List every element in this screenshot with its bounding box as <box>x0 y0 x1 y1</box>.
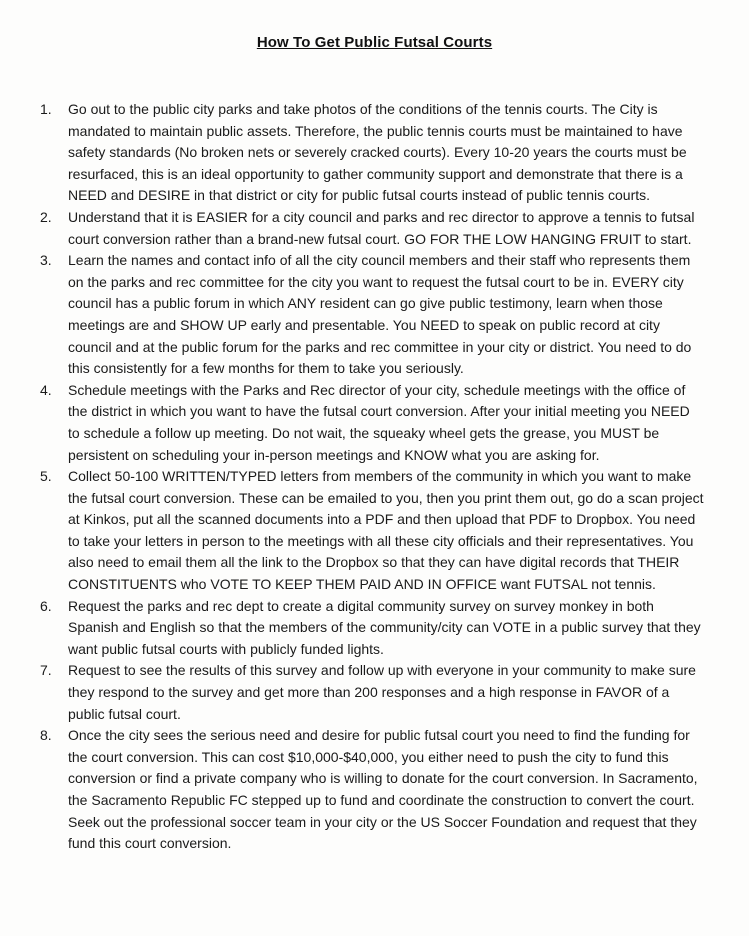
list-item <box>40 466 705 596</box>
item-text: Collect 50-100 WRITTEN/TYPED letters from members of the community in which you want to make the futsal court conversion. These can be emailed to you, then you print them out, go do a scan project at Kinkos, put all the scanned documents into a PDF and then upload that PDF to Dropbox. You need to take your letters in person to the meetings with all these city officials and their representatives. You also need to email them all the link to the Dropbox so that they can have digital records that THEIR CONSTITUENTS who VOTE TO KEEP THEM PAID AND IN OFFICE want FUTSAL not tennis. <box>68 468 704 593</box>
item-text: Learn the names and contact info of all the city council members and their staff who represents them on the parks and rec committee for the city you want to request the futsal court to be in. EVERY city council has a public forum in which ANY resident can go give public testimony, learn when those meetings are and SHOW UP early and presentable. You NEED to speak on public record at city council and at the public forum for the parks and rec committee in your city or district. You need to do this consistently for a few months for them to take you seriously. <box>68 252 692 377</box>
document-title: How To Get Public Futsal Courts <box>256 34 493 51</box>
item-number: 3. <box>40 252 52 269</box>
item-number: 5. <box>40 468 52 485</box>
item-text: Understand that it is EASIER for a city council and parks and rec director to approve a tennis to futsal court conversion rather than a brand-new futsal court. GO FOR THE LOW HANGING FRUIT to start. <box>68 208 695 247</box>
item-number: 4. <box>40 381 52 398</box>
item-text: Request to see the results of this survey and follow up with everyone in your community to make sure they respond to the survey and get more than 200 responses and a high response in FAVOR of a public futsal court. <box>68 662 696 722</box>
list-item <box>40 99 705 207</box>
list-item <box>40 380 705 466</box>
item-number: 8. <box>40 727 52 744</box>
list-item <box>40 207 705 250</box>
item-number: 2. <box>40 208 52 225</box>
item-number: 7. <box>40 662 52 679</box>
steps-list <box>40 99 705 855</box>
item-number: 6. <box>40 597 52 614</box>
item-text: Once the city sees the serious need and desire for public futsal court you need to find the funding for the court conversion. This can cost $10,000-$40,000, you either need to push the city to fund this conversion or find a private company who is willing to donate for the court conversion. In Sacramento, the Sacramento Republic FC stepped up to fund and coordinate the construction to convert the court. Seek out the professional soccer team in your city or the US Soccer Foundation and request that they fund this court conversion. <box>68 727 698 852</box>
item-text: Go out to the public city parks and take photos of the conditions of the tennis courts. The City is mandated to maintain public assets. Therefore, the public tennis courts must be maintained to have safety standards (No broken nets or severely cracked courts). Every 10-20 years the courts must be resurfaced, this is an ideal opportunity to gather community support and demonstrate that there is a NEED and DESIRE in that district or city for public futsal courts instead of public tennis courts. <box>68 101 687 204</box>
list-item <box>40 596 705 661</box>
list-item <box>40 725 705 855</box>
list-item <box>40 660 705 725</box>
item-text: Schedule meetings with the Parks and Rec director of your city, schedule meetings with the office of the district in which you want to have the futsal court conversion. After your initial meeting you NEED to schedule a follow up meeting. Do not wait, the squeaky wheel gets the grease, you MUST be persistent on scheduling your in-person meetings and KNOW what you are asking for. <box>68 381 690 463</box>
list-item <box>40 250 705 380</box>
item-text: Request the parks and rec dept to create a digital community survey on survey monkey in both Spanish and English so that the members of the community/city can VOTE in a public survey that they want public futsal courts with publicly funded lights. <box>68 597 701 657</box>
item-number: 1. <box>40 101 52 117</box>
